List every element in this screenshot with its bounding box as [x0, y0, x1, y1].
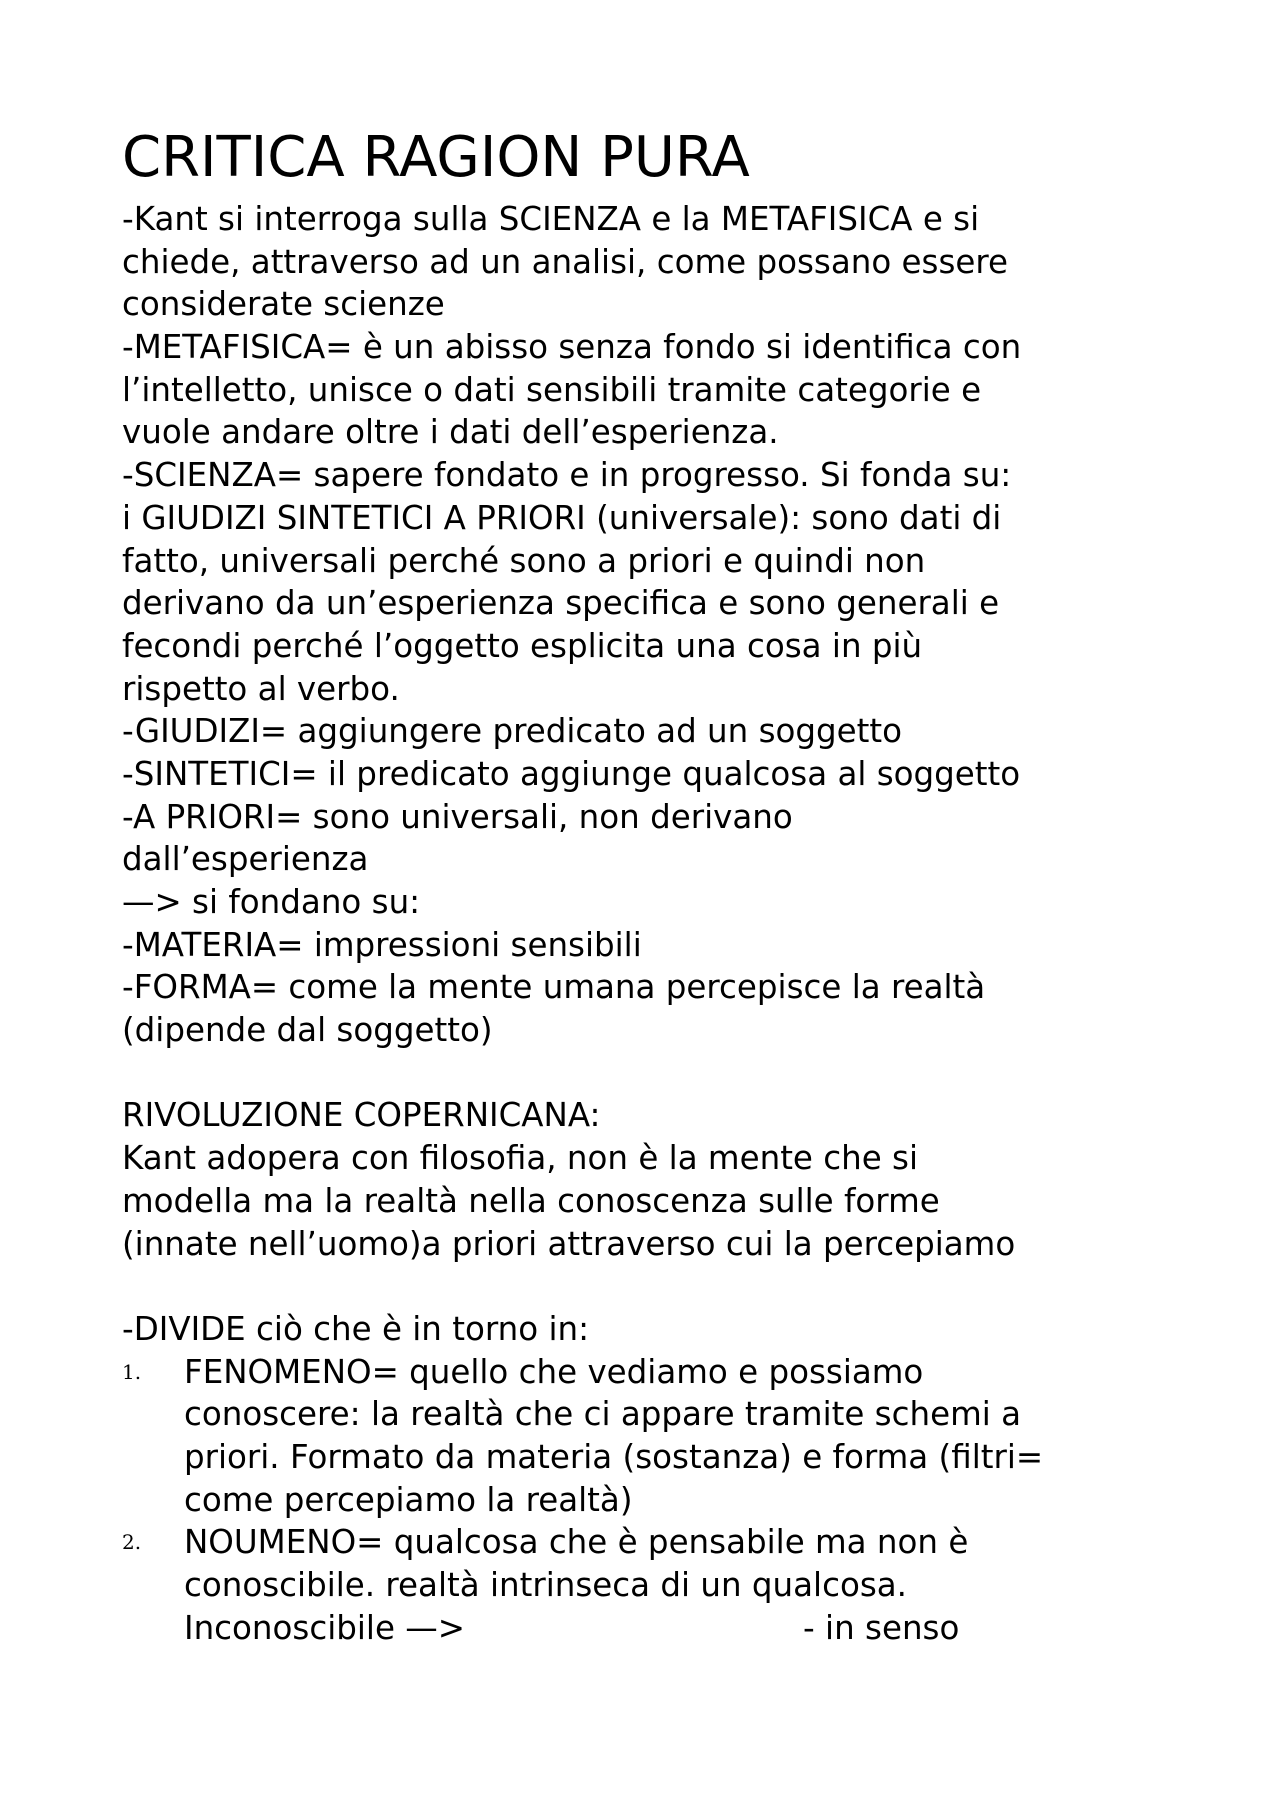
list-item-line: conoscere: la realtà che ci appare tramite schemi a [184, 1395, 1022, 1434]
list-number: 2. [122, 1530, 142, 1555]
section-heading: RIVOLUZIONE COPERNICANA: [122, 1096, 601, 1135]
text-line: -MATERIA= impressioni sensibili [122, 925, 642, 964]
section-rivoluzione [122, 1094, 1182, 1265]
list-item-line: priori. Formato da materia (sostanza) e forma (filtri= [184, 1437, 1044, 1476]
text-line: considerate scienze [122, 285, 445, 324]
text-line: l’intelletto, unisce o dati sensibili tramite categorie e [122, 370, 982, 409]
text-line: -Kant si interroga sulla SCIENZA e la METAFISICA e si [122, 200, 980, 238]
text-line: —> si fondano su: [122, 883, 421, 921]
text-line: fatto, universali perché sono a priori e quindi non [122, 541, 926, 580]
page-title: CRITICA RAGION PURA [122, 125, 750, 190]
text-line: -GIUDIZI= aggiungere predicato ad un soggetto [122, 712, 903, 751]
blank-line [122, 1052, 1182, 1095]
list-item-line [184, 1607, 1182, 1650]
list-item-text: - in senso [803, 1608, 960, 1647]
text-line: -A PRIORI= sono universali, non derivano [122, 797, 793, 836]
text-line: i GIUDIZI SINTETICI A PRIORI (universale): sono dati di [122, 498, 1002, 537]
text-line: derivano da un’esperienza specifica e sono generali e [122, 584, 1000, 623]
list-item-line: come percepiamo la realtà) [184, 1480, 633, 1519]
text-line: (dipende dal soggetto) [122, 1011, 493, 1050]
list-item [122, 1351, 1182, 1522]
list-item-text: Inconoscibile —> [184, 1608, 465, 1647]
list-item-line: FENOMENO= quello che vediamo e possiamo [184, 1352, 924, 1391]
text-line: (innate nell’uomo)a priori attraverso cui la percepiamo [122, 1224, 1016, 1263]
text-line: fecondi perché l’oggetto esplicita una cosa in più [122, 626, 923, 665]
text-line: -METAFISICA= è un abisso senza fondo si identifica con [122, 328, 1022, 367]
text-line: -DIVIDE ciò che è in torno in: [122, 1309, 590, 1348]
list-number: 1. [122, 1359, 142, 1384]
list-item-line: NOUMENO= qualcosa che è pensabile ma non è [184, 1523, 969, 1562]
text-line: -SCIENZA= sapere fondato e in progresso. Si fonda su: [122, 456, 1012, 495]
section-divide [122, 1308, 1182, 1650]
list-item [122, 1521, 1182, 1649]
text-line: -SINTETICI= il predicato aggiunge qualcosa al soggetto [122, 754, 1021, 793]
blank-line [122, 1265, 1182, 1308]
text-line: Kant adopera con filosofia, non è la mente che si [122, 1139, 919, 1178]
text-line: rispetto al verbo. [122, 669, 400, 708]
text-line: vuole andare oltre i dati dell’esperienza. [122, 413, 779, 452]
document-page [122, 118, 1182, 1649]
text-line: chiede, attraverso ad un analisi, come possano essere [122, 242, 1009, 281]
section-critica [122, 198, 1182, 1052]
text-line: modella ma la realtà nella conoscenza sulle forme [122, 1181, 940, 1220]
list-item-line: conoscibile. realtà intrinseca di un qualcosa. [184, 1566, 908, 1605]
text-line: -FORMA= come la mente umana percepisce la realtà [122, 968, 986, 1007]
text-line: dall’esperienza [122, 840, 369, 879]
